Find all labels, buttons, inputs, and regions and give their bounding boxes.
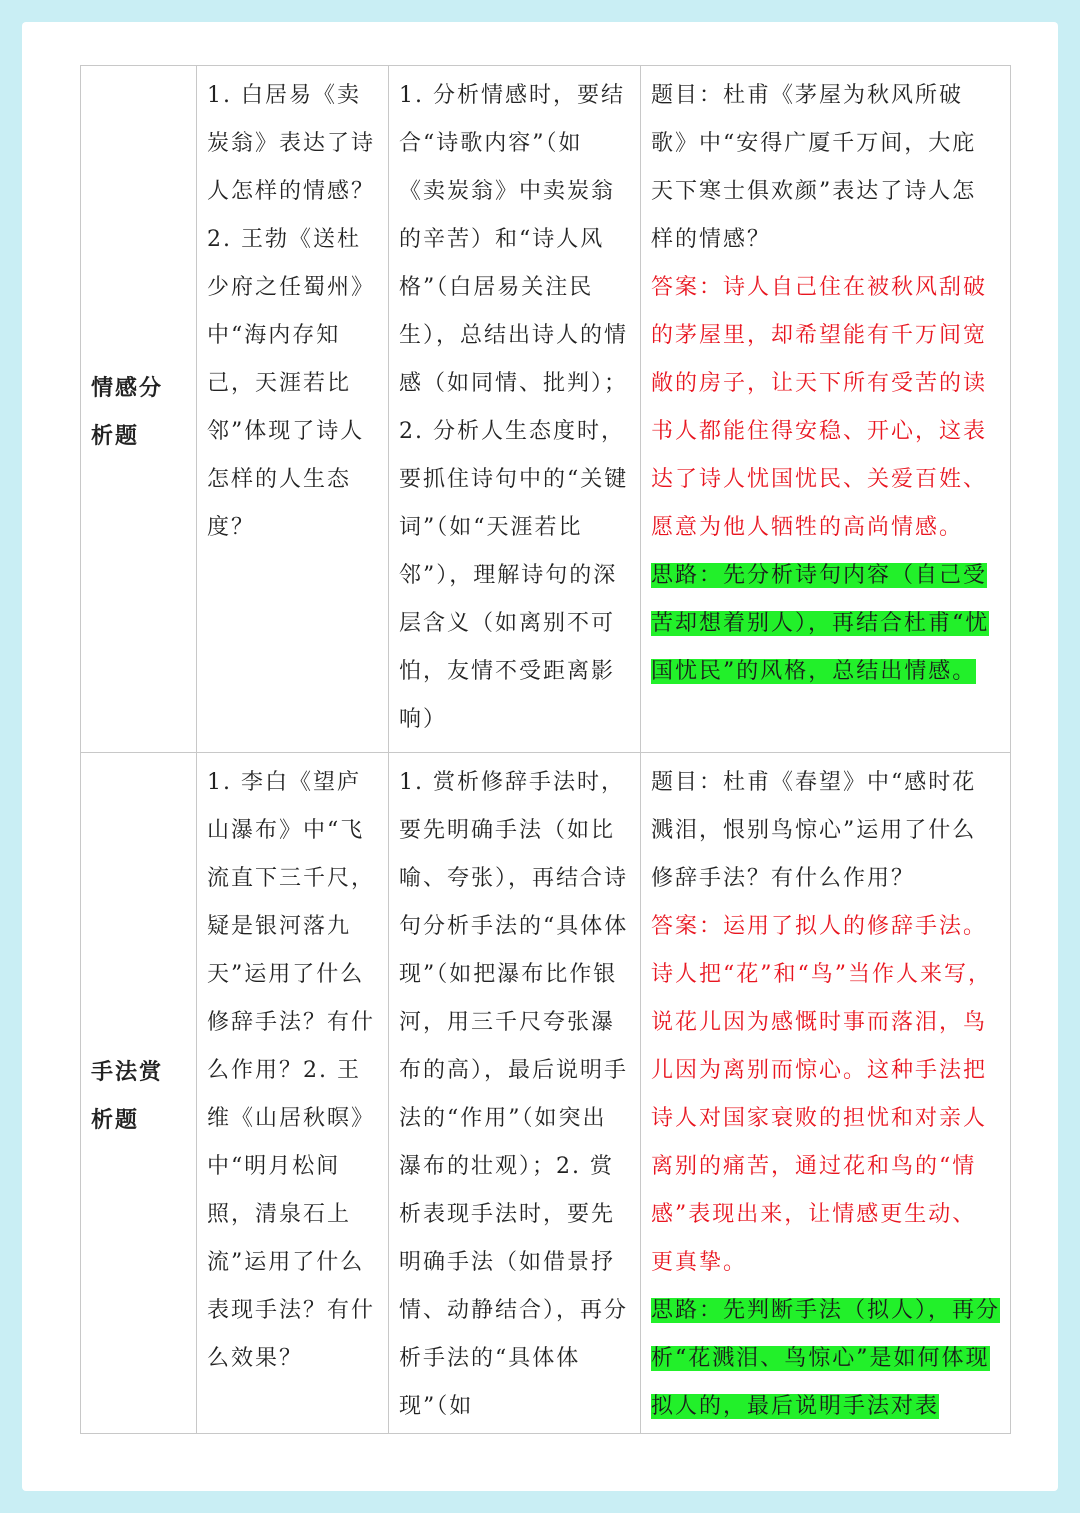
example-thinking xyxy=(651,1287,1000,1431)
example-question: 题目：杜甫《春望》中“感时花溅泪，恨别鸟惊心”运用了什么修辞手法？有什么作用？ xyxy=(651,770,977,891)
example-answer: 答案：诗人自己住在被秋风刮破的茅屋里，却希望能有千万间宽敞的房子，让天下所有受苦的读书人都能住得安稳、开心，这表达了诗人忧国忧民、关爱百姓、愿意为他人牺牲的高尚情感。 xyxy=(651,275,988,540)
thinking-highlight: 思路：先判断手法（拟人），再分析“花溅泪、鸟惊心”是如何体现拟人的，最后说明手法对表 xyxy=(651,1298,1001,1419)
method-cell: 1. 赏析修辞手法时，要先明确手法（如比喻、夸张），再结合诗句分析手法的“具体体现”（如把瀑布比作银河，用三千尺夸张瀑布的高），最后说明手法的“作用”（如突出瀑布的壮观）；2. 赏析表现手法时，要先明确手法（如借景抒情、动静结合），再分析手法的“具体体现”（如 xyxy=(389,753,641,1434)
category-cell: 手法赏析题 xyxy=(81,753,197,1434)
example-question: 题目：杜甫《茅屋为秋风所破歌》中“安得广厦千万间，大庇天下寒士俱欢颜”表达了诗人怎样的情感？ xyxy=(651,83,977,252)
table-row xyxy=(81,753,1011,1434)
method-cell: 1. 分析情感时，要结合“诗歌内容”（如《卖炭翁》中卖炭翁的辛苦）和“诗人风格”（白居易关注民生），总结出诗人的情感（如同情、批判）；2. 分析人生态度时，要抓住诗句中的“关键词”（如“天涯若比邻”），理解诗句的深层含义（如离别不可怕，友情不受距离影响） xyxy=(389,66,641,753)
example-answer: 答案：运用了拟人的修辞手法。诗人把“花”和“鸟”当作人来写，说花儿因为感慨时事而落泪，鸟儿因为离别而惊心。这种手法把诗人对国家衰败的担忧和对亲人离别的痛苦，通过花和鸟的“情感”表现出来，让情感更生动、更真挚。 xyxy=(651,914,992,1275)
table-row xyxy=(81,66,1011,753)
example-thinking xyxy=(651,552,1000,696)
category-cell: 情感分析题 xyxy=(81,66,197,753)
questions-cell: 1. 李白《望庐山瀑布》中“飞流直下三千尺，疑是银河落九天”运用了什么修辞手法？有什么作用？2. 王维《山居秋暝》中“明月松间照，清泉石上流”运用了什么表现手法？有什么效果？ xyxy=(197,753,389,1434)
example-cell xyxy=(641,753,1011,1434)
page-card xyxy=(22,22,1058,1491)
example-cell xyxy=(641,66,1011,753)
thinking-highlight: 思路：先分析诗句内容（自己受苦却想着别人），再结合杜甫“忧国忧民”的风格，总结出情感。 xyxy=(651,563,990,684)
questions-cell: 1. 白居易《卖炭翁》表达了诗人怎样的情感？2. 王勃《送杜少府之任蜀州》中“海内存知己，天涯若比邻”体现了诗人怎样的人生态度？ xyxy=(197,66,389,753)
poetry-question-table xyxy=(80,65,1011,1434)
